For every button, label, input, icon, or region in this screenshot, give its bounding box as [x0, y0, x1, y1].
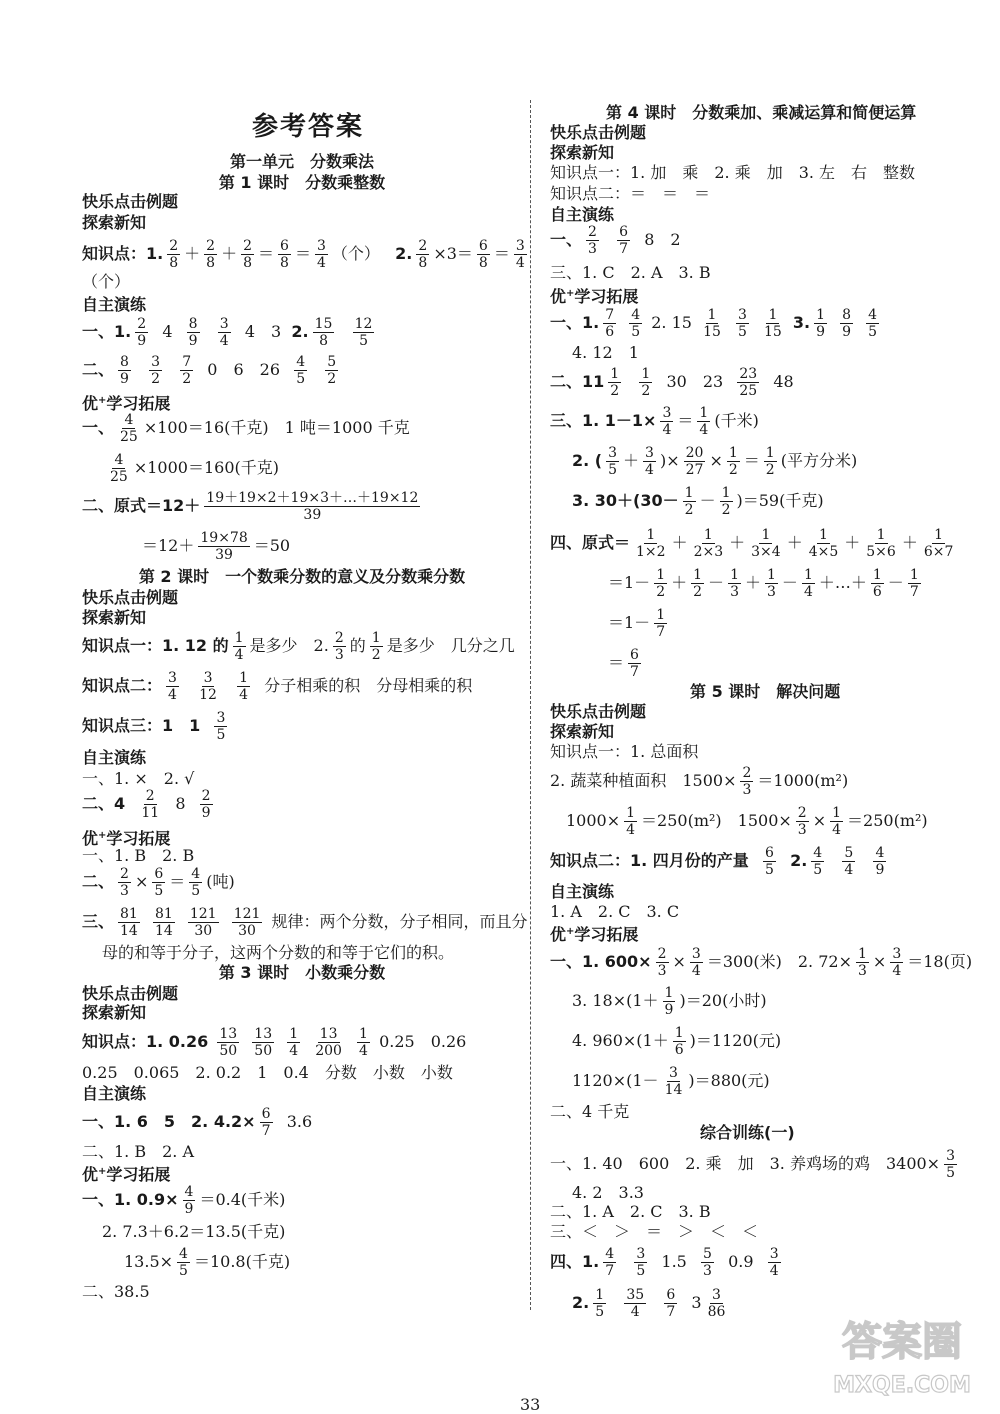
lesson-heading: 第 3 课时 小数乘分数	[218, 963, 386, 982]
answer-line: 一、1. $\frac{7}{6}$ $\frac{4}{5}$ 2. 15 $\frac{1}{15}$ $\frac{3}{5}$ $\frac{1}{15}$ 3. $\frac{1}{9}$ $\frac{8}{9}$ $\frac{4}{5}$	[550, 307, 878, 340]
answer-line: 知识点三：1 1 $\frac{3}{5}$	[82, 710, 226, 743]
answer-line: 二、 $\frac{8}{9}$ $\frac{3}{2}$ $\frac{7}{2}$ 0 6 26 $\frac{4}{5}$ $\frac{5}{2}$	[82, 354, 337, 387]
answer-line: ＝1－ $\frac{1}{2}$ ＋ $\frac{1}{2}$ － $\frac{1}{3}$ ＋ $\frac{1}{3}$ － $\frac{1}{4}$ ＋…＋ $\frac{1}{6}$ － $\frac{1}{7}$	[608, 567, 919, 600]
unit-heading: 第一单元 分数乘法	[229, 152, 374, 171]
watermark-logo	[812, 1300, 992, 1400]
section-heading: 优+学习拓展	[82, 394, 171, 413]
answer-line: 母的和等于分子，这两个分数的和等于它们的积。	[102, 943, 455, 962]
column-divider	[530, 100, 531, 1310]
answer-line: 13.5× $\frac{4}{5}$ ＝10.8(千克)	[124, 1246, 291, 1279]
answer-line: 三、＜ ＞ ＝ ＞ ＜ ＜	[550, 1222, 759, 1241]
answer-line: 二、 $\frac{2}{3}$ × $\frac{6}{5}$ ＝ $\frac{4}{5}$ (吨)	[82, 866, 235, 899]
answer-line: 三、1. 1－1× $\frac{3}{4}$ ＝ $\frac{1}{4}$ (千米)	[550, 405, 759, 438]
answer-line: 一、1. B 2. B	[82, 846, 195, 865]
section-heading: 自主演练	[550, 205, 615, 224]
answer-line: 知识点：1. $\frac{2}{8}$ ＋ $\frac{2}{8}$ ＋ $\frac{2}{8}$ ＝ $\frac{6}{8}$ ＝ $\frac{3}{4}$ （个） 2. $\frac{2}{8}$ ×3＝ $\frac{6}{8}$ ＝ $\frac{3}{4}$	[82, 238, 525, 271]
section-heading: 优+学习拓展	[550, 287, 639, 306]
answer-line: 知识点：1. 0.26 $\frac{13}{50}$ $\frac{13}{50}$ $\frac{1}{4}$ $\frac{13}{200}$ $\frac{1}{4}$ 0.25 0.26	[82, 1026, 467, 1059]
section-heading: 自主演练	[550, 882, 615, 901]
page-number: 33	[520, 1395, 541, 1414]
answer-line: 二、原式＝12＋ $\frac{19+19\times 2+19\times 3+\dots+19\times 12}{39}$	[82, 490, 419, 523]
answer-line: 二、11 $\frac{1}{2}$ $\frac{1}{2}$ 30 23 $\frac{23}{25}$ 48	[550, 366, 794, 399]
answer-line: 四、1. $\frac{4}{7}$ $\frac{3}{5}$ 1.5 $\frac{5}{3}$ 0.9 $\frac{3}{4}$	[550, 1246, 779, 1279]
answer-line: 二、1. A 2. C 3. B	[550, 1202, 711, 1221]
answer-line: 2. $\frac{1}{5}$ $\frac{35}{4}$ $\frac{6}{7}$ 3 $\frac{3}{86}$	[572, 1287, 726, 1320]
section-heading: 快乐点击例题	[82, 192, 179, 211]
answer-line: 2. 蔬菜种植面积 1500× $\frac{2}{3}$ ＝1000(m²)	[550, 765, 849, 798]
answer-line: 二、4 千克	[550, 1102, 630, 1121]
answer-line: 0.25 0.065 2. 0.2 1 0.4 分数 小数 小数	[82, 1063, 453, 1082]
answer-line: 4. 960×(1＋ $\frac{1}{6}$ )＝1120(元)	[572, 1025, 782, 1058]
answer-line: 一、1. × 2. √	[82, 769, 195, 788]
answer-line: （个）	[82, 272, 131, 291]
answer-line: 3. 18×(1＋ $\frac{1}{9}$ )＝20(小时)	[572, 985, 767, 1018]
answer-line: ＝ $\frac{6}{7}$	[608, 647, 639, 680]
answer-line: 3. 30＋(30－ $\frac{1}{2}$ － $\frac{1}{2}$ )＝59(千克)	[572, 485, 824, 518]
answer-line: 一、 $\frac{4}{25}$ ×100＝16(千克) 1 吨＝1000 千克	[82, 412, 410, 445]
svg-text:答案圈: 答案圈	[842, 1319, 962, 1365]
answer-line: 1. A 2. C 3. C	[550, 902, 680, 921]
answer-line: 知识点二： $\frac{3}{4}$ $\frac{3}{12}$ $\frac{1}{4}$ 分子相乘的积 分母相乘的积	[82, 670, 473, 703]
section-heading: 探索新知	[82, 1003, 147, 1022]
answer-line: 知识点二：1. 四月份的产量 $\frac{6}{5}$ 2. $\frac{4}{5}$ $\frac{5}{4}$ $\frac{4}{9}$	[550, 845, 885, 878]
answer-line: 1000× $\frac{1}{4}$ ＝250(m²) 1500× $\frac{2}{3}$ × $\frac{1}{4}$ ＝250(m²)	[566, 805, 928, 838]
lesson-heading: 第 1 课时 分数乘整数	[218, 173, 386, 192]
answer-line: 二、38.5	[82, 1282, 150, 1301]
answer-line: 4. 2 3.3	[572, 1183, 644, 1202]
answer-line: 一、1. $\frac{2}{9}$ 4 $\frac{8}{9}$ $\frac{3}{4}$ 4 3 2. $\frac{15}{8}$ $\frac{12}{5}$	[82, 316, 373, 349]
section-heading: 优+学习拓展	[82, 1165, 171, 1184]
section-heading: 快乐点击例题	[550, 702, 647, 721]
section-heading: 优+学习拓展	[82, 829, 171, 848]
section-heading: 探索新知	[82, 213, 147, 232]
answer-line: 2. ( $\frac{3}{5}$ ＋ $\frac{3}{4}$ )× $\frac{20}{27}$ × $\frac{1}{2}$ ＝ $\frac{1}{2}$ (平方分米)	[572, 445, 858, 478]
answer-line: 知识点二：＝ ＝ ＝	[550, 184, 711, 203]
section-heading: 自主演练	[82, 748, 147, 767]
lesson-heading: 第 2 课时 一个数乘分数的意义及分数乘分数	[138, 567, 466, 586]
answer-line: 2. 7.3＋6.2＝13.5(千克)	[102, 1222, 286, 1241]
answer-line: 一、 $\frac{2}{3}$ $\frac{6}{7}$ 8 2	[550, 224, 681, 257]
answer-line: 知识点一：1. 加 乘 2. 乘 加 3. 左 右 整数	[550, 163, 916, 182]
answer-line: 1120×(1－ $\frac{3}{14}$ )＝880(元)	[572, 1065, 770, 1098]
answer-line: ＝1－ $\frac{1}{7}$	[608, 607, 666, 640]
section-heading: 快乐点击例题	[82, 588, 179, 607]
lesson-heading: 第 5 课时 解决问题	[690, 682, 841, 701]
page-title: 参考答案	[252, 112, 365, 142]
answer-line: 三、1. C 2. A 3. B	[550, 263, 711, 282]
answer-line: 二、4 $\frac{2}{11}$ 8 $\frac{2}{9}$	[82, 788, 211, 821]
section-heading: 快乐点击例题	[550, 123, 647, 142]
section-heading: 自主演练	[82, 1084, 147, 1103]
section-heading: 优+学习拓展	[550, 925, 639, 944]
section-heading: 快乐点击例题	[82, 984, 179, 1003]
answer-line: 知识点一：1. 12 的 $\frac{1}{4}$ 是多少 2. $\frac{2}{3}$ 的 $\frac{1}{2}$ 是多少 几分之几	[82, 630, 515, 663]
section-heading: 自主演练	[82, 295, 147, 314]
lesson-heading: 第 4 课时 分数乘加、乘减运算和简便运算	[606, 103, 917, 122]
answer-line: 4. 12 1	[572, 343, 639, 362]
answer-line: 一、1. 40 600 2. 乘 加 3. 养鸡场的鸡 3400× $\frac{3}{5}$	[550, 1148, 956, 1181]
answer-line: 一、1. 600× $\frac{2}{3}$ × $\frac{3}{4}$ ＝300(米) 2. 72× $\frac{1}{3}$ × $\frac{3}{4}$ ＝18(页)	[550, 946, 973, 979]
answer-line: ＝12＋ $\frac{19\times 78}{39}$ ＝50	[142, 530, 291, 563]
answer-line: 四、原式＝ $\frac{1}{1\times 2}$ ＋ $\frac{1}{2\times 3}$ ＋ $\frac{1}{3\times 4}$ ＋ $\frac{1}{4\times 5}$ ＋ $\frac{1}{5\times 6}$ ＋ $\frac{1}{6\times 7}$	[550, 527, 954, 560]
answer-line: 一、1. 6 5 2. 4.2× $\frac{6}{7}$ 3.6	[82, 1106, 313, 1139]
answer-line: 知识点一：1. 总面积	[550, 742, 699, 761]
answer-line: 二、1. B 2. A	[82, 1142, 195, 1161]
section-heading: 探索新知	[82, 608, 147, 627]
answer-line: 一、1. 0.9× $\frac{4}{9}$ ＝0.4(千米)	[82, 1184, 286, 1217]
lesson-heading: 综合训练(一)	[700, 1123, 795, 1142]
answer-line: 三、 $\frac{81}{14}$ $\frac{81}{14}$ $\frac{121}{30}$ $\frac{121}{30}$ 规律：两个分数，分子相同，而且分	[82, 906, 528, 939]
answer-line: $\frac{4}{25}$ ×1000＝160(千克)	[110, 452, 279, 485]
section-heading: 探索新知	[550, 722, 615, 741]
svg-text:MXQE.COM: MXQE.COM	[833, 1373, 971, 1398]
section-heading: 探索新知	[550, 143, 615, 162]
